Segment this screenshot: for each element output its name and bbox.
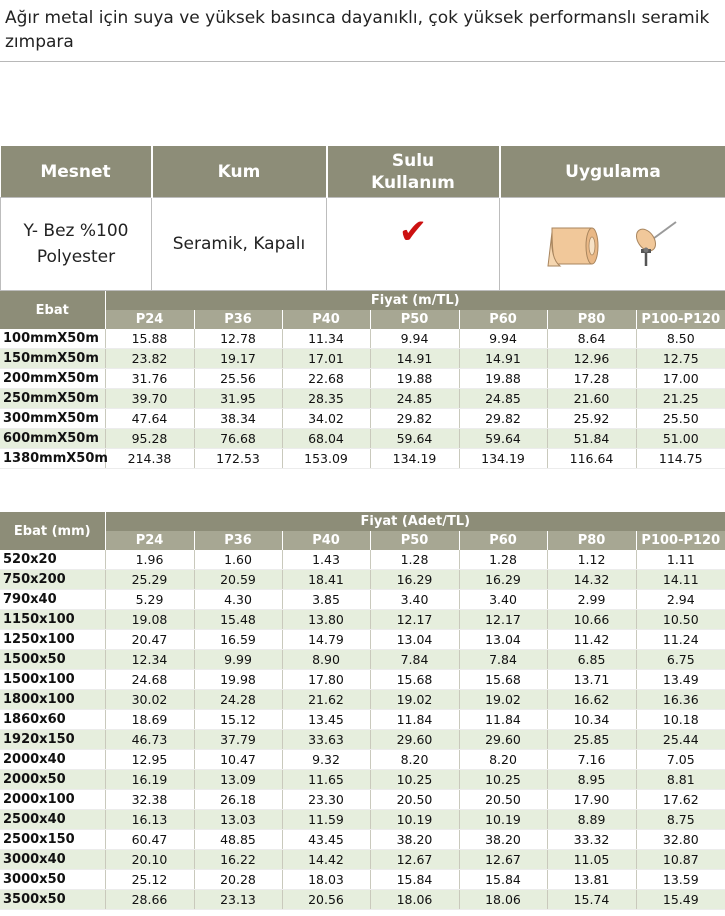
roll-grit-header: P60: [459, 310, 547, 329]
piece-grit-header: P100-P120: [636, 531, 725, 550]
price-cell: 5.29: [105, 590, 194, 610]
roll-grit-header: P50: [370, 310, 459, 329]
price-cell: 11.34: [282, 329, 370, 349]
price-cell: 29.82: [370, 409, 459, 429]
price-cell: 13.80: [282, 610, 370, 630]
table-row: [0, 870, 725, 890]
drum-sander-tool-icon: [628, 216, 680, 272]
price-cell: 30.02: [105, 690, 194, 710]
table-row: [0, 550, 725, 570]
price-cell: 13.71: [547, 670, 636, 690]
price-cell: 10.19: [370, 810, 459, 830]
price-cell: 31.76: [105, 369, 194, 389]
price-cell: 10.87: [636, 850, 725, 870]
roll-ebat-header: Ebat: [0, 291, 105, 329]
price-cell: 1.96: [105, 550, 194, 570]
price-cell: 7.16: [547, 750, 636, 770]
price-cell: 29.60: [370, 730, 459, 750]
product-info-table: [0, 146, 725, 291]
piece-table-body: [0, 550, 725, 910]
price-cell: 1.28: [459, 550, 547, 570]
price-cell: 13.59: [636, 870, 725, 890]
price-cell: 33.32: [547, 830, 636, 850]
price-cell: 13.03: [194, 810, 282, 830]
price-cell: 15.49: [636, 890, 725, 910]
price-cell: 38.20: [459, 830, 547, 850]
price-cell: 9.99: [194, 650, 282, 670]
price-cell: 13.04: [370, 630, 459, 650]
price-cell: 16.29: [459, 570, 547, 590]
price-cell: 10.25: [370, 770, 459, 790]
size-cell: 750x200: [0, 570, 105, 590]
price-cell: 17.01: [282, 349, 370, 369]
price-cell: 9.32: [282, 750, 370, 770]
price-cell: 13.45: [282, 710, 370, 730]
price-cell: 3.40: [370, 590, 459, 610]
sulu-header: [327, 146, 500, 198]
price-cell: 9.94: [459, 329, 547, 349]
price-cell: 8.90: [282, 650, 370, 670]
price-cell: 13.04: [459, 630, 547, 650]
table-row: [0, 369, 725, 389]
piece-grit-header: P60: [459, 531, 547, 550]
price-cell: 29.82: [459, 409, 547, 429]
table-row: [0, 730, 725, 750]
price-cell: 12.17: [459, 610, 547, 630]
price-cell: 114.75: [636, 449, 725, 469]
size-cell: 1920x150: [0, 730, 105, 750]
roll-grit-header: P80: [547, 310, 636, 329]
price-cell: 25.56: [194, 369, 282, 389]
price-cell: 38.20: [370, 830, 459, 850]
price-cell: 32.38: [105, 790, 194, 810]
size-cell: 2000x100: [0, 790, 105, 810]
table-row: [0, 349, 725, 369]
table-row: [0, 790, 725, 810]
piece-price-table: [0, 512, 725, 910]
size-cell: 3000x50: [0, 870, 105, 890]
price-cell: 14.42: [282, 850, 370, 870]
price-cell: 18.69: [105, 710, 194, 730]
price-cell: 48.85: [194, 830, 282, 850]
size-cell: 1250x100: [0, 630, 105, 650]
price-cell: 10.19: [459, 810, 547, 830]
price-cell: 43.45: [282, 830, 370, 850]
price-cell: 20.59: [194, 570, 282, 590]
price-cell: 15.48: [194, 610, 282, 630]
price-cell: 20.56: [282, 890, 370, 910]
price-cell: 7.84: [459, 650, 547, 670]
size-cell: 1800x100: [0, 690, 105, 710]
price-cell: 12.17: [370, 610, 459, 630]
piece-grit-header: P24: [105, 531, 194, 550]
table-row: [0, 570, 725, 590]
table-row: [0, 329, 725, 349]
piece-ebat-header: Ebat (mm): [0, 512, 105, 550]
size-cell: 200mmX50m: [0, 369, 105, 389]
price-cell: 76.68: [194, 429, 282, 449]
price-cell: 32.80: [636, 830, 725, 850]
price-cell: 18.03: [282, 870, 370, 890]
table-row: [0, 590, 725, 610]
piece-grit-header: P50: [370, 531, 459, 550]
price-cell: 16.59: [194, 630, 282, 650]
price-cell: 172.53: [194, 449, 282, 469]
price-cell: 23.30: [282, 790, 370, 810]
price-cell: 19.02: [459, 690, 547, 710]
price-cell: 15.74: [547, 890, 636, 910]
table-row: [0, 670, 725, 690]
price-cell: 59.64: [459, 429, 547, 449]
size-cell: 2500x40: [0, 810, 105, 830]
roll-price-table: [0, 291, 725, 469]
size-cell: 100mmX50m: [0, 329, 105, 349]
price-cell: 37.79: [194, 730, 282, 750]
uygulama-header: Uygulama: [500, 146, 725, 198]
price-cell: 8.20: [459, 750, 547, 770]
price-cell: 95.28: [105, 429, 194, 449]
table-row: [0, 770, 725, 790]
size-cell: 3500x50: [0, 890, 105, 910]
price-cell: 16.19: [105, 770, 194, 790]
price-cell: 10.34: [547, 710, 636, 730]
price-cell: 17.62: [636, 790, 725, 810]
size-cell: 2000x50: [0, 770, 105, 790]
price-cell: 134.19: [459, 449, 547, 469]
price-cell: 23.13: [194, 890, 282, 910]
price-cell: 25.44: [636, 730, 725, 750]
roll-grit-header: P100-P120: [636, 310, 725, 329]
piece-grit-header: P40: [282, 531, 370, 550]
price-cell: 20.50: [459, 790, 547, 810]
price-cell: 15.68: [459, 670, 547, 690]
table-row: [0, 449, 725, 469]
price-cell: 12.67: [370, 850, 459, 870]
price-cell: 12.67: [459, 850, 547, 870]
price-cell: 17.80: [282, 670, 370, 690]
uygulama-value: [500, 198, 725, 291]
price-cell: 25.29: [105, 570, 194, 590]
price-cell: 11.65: [282, 770, 370, 790]
kum-value: Seramik, Kapalı: [152, 198, 327, 291]
table-row: [0, 710, 725, 730]
price-cell: 10.25: [459, 770, 547, 790]
price-cell: 18.06: [459, 890, 547, 910]
price-cell: 11.24: [636, 630, 725, 650]
size-cell: 1500x50: [0, 650, 105, 670]
price-cell: 24.85: [370, 389, 459, 409]
table-row: [0, 890, 725, 910]
price-cell: 20.28: [194, 870, 282, 890]
price-cell: 1.12: [547, 550, 636, 570]
mesnet-header: Mesnet: [1, 146, 152, 198]
size-cell: 2000x40: [0, 750, 105, 770]
price-cell: 21.60: [547, 389, 636, 409]
price-cell: 14.91: [370, 349, 459, 369]
price-cell: 17.00: [636, 369, 725, 389]
price-cell: 4.30: [194, 590, 282, 610]
check-icon: ✔: [398, 212, 428, 252]
price-cell: 14.79: [282, 630, 370, 650]
sulu-header-line1: Sulu: [391, 150, 435, 171]
price-cell: 21.25: [636, 389, 725, 409]
piece-grit-header: P80: [547, 531, 636, 550]
roll-grit-header: P36: [194, 310, 282, 329]
size-cell: 1860x60: [0, 710, 105, 730]
price-cell: 60.47: [105, 830, 194, 850]
price-cell: 11.59: [282, 810, 370, 830]
price-cell: 25.92: [547, 409, 636, 429]
price-cell: 15.88: [105, 329, 194, 349]
price-cell: 59.64: [370, 429, 459, 449]
price-cell: 10.47: [194, 750, 282, 770]
size-cell: 1500x100: [0, 670, 105, 690]
table-row: [0, 750, 725, 770]
price-cell: 6.75: [636, 650, 725, 670]
price-cell: 16.29: [370, 570, 459, 590]
price-cell: 2.99: [547, 590, 636, 610]
roll-table-body: [0, 329, 725, 469]
price-cell: 14.11: [636, 570, 725, 590]
table-row: [0, 630, 725, 650]
size-cell: 2500x150: [0, 830, 105, 850]
price-cell: 3.85: [282, 590, 370, 610]
price-cell: 1.43: [282, 550, 370, 570]
table-row: [0, 650, 725, 670]
price-cell: 11.05: [547, 850, 636, 870]
price-cell: 8.64: [547, 329, 636, 349]
price-cell: 10.66: [547, 610, 636, 630]
price-cell: 23.82: [105, 349, 194, 369]
piece-price-header: Fiyat (Adet/TL): [105, 512, 725, 531]
price-cell: 26.18: [194, 790, 282, 810]
price-cell: 16.62: [547, 690, 636, 710]
table-row: [0, 690, 725, 710]
price-cell: 68.04: [282, 429, 370, 449]
price-cell: 2.94: [636, 590, 725, 610]
size-cell: 150mmX50m: [0, 349, 105, 369]
price-cell: 3.40: [459, 590, 547, 610]
price-cell: 1.11: [636, 550, 725, 570]
price-cell: 11.84: [370, 710, 459, 730]
price-cell: 153.09: [282, 449, 370, 469]
table-row: [0, 850, 725, 870]
kum-header: Kum: [152, 146, 327, 198]
size-cell: 300mmX50m: [0, 409, 105, 429]
mesnet-line2: Polyester: [36, 247, 116, 267]
price-cell: 14.32: [547, 570, 636, 590]
price-cell: 38.34: [194, 409, 282, 429]
price-cell: 13.49: [636, 670, 725, 690]
table-row: [0, 429, 725, 449]
price-cell: 15.12: [194, 710, 282, 730]
size-cell: 250mmX50m: [0, 389, 105, 409]
price-cell: 18.06: [370, 890, 459, 910]
table-row: [0, 830, 725, 850]
price-cell: 1.60: [194, 550, 282, 570]
roll-grit-header: P40: [282, 310, 370, 329]
sandpaper-roll-icon: [546, 218, 602, 270]
price-cell: 46.73: [105, 730, 194, 750]
price-cell: 214.38: [105, 449, 194, 469]
price-cell: 8.50: [636, 329, 725, 349]
price-cell: 51.00: [636, 429, 725, 449]
price-cell: 8.95: [547, 770, 636, 790]
price-cell: 29.60: [459, 730, 547, 750]
price-cell: 25.12: [105, 870, 194, 890]
price-cell: 22.68: [282, 369, 370, 389]
price-cell: 21.62: [282, 690, 370, 710]
table-row: [0, 810, 725, 830]
price-cell: 16.22: [194, 850, 282, 870]
price-cell: 34.02: [282, 409, 370, 429]
size-cell: 520x20: [0, 550, 105, 570]
piece-grit-header: P36: [194, 531, 282, 550]
price-cell: 1.28: [370, 550, 459, 570]
price-cell: 8.75: [636, 810, 725, 830]
price-cell: 16.13: [105, 810, 194, 830]
price-cell: 28.66: [105, 890, 194, 910]
price-cell: 12.78: [194, 329, 282, 349]
price-cell: 134.19: [370, 449, 459, 469]
price-cell: 19.88: [459, 369, 547, 389]
sulu-value: [327, 198, 500, 291]
sulu-header-line2: Kullanım: [371, 172, 455, 193]
price-cell: 7.84: [370, 650, 459, 670]
mesnet-line1: Y- Bez %100: [23, 221, 129, 241]
price-cell: 18.41: [282, 570, 370, 590]
price-cell: 17.90: [547, 790, 636, 810]
table-row: [0, 610, 725, 630]
price-cell: 17.28: [547, 369, 636, 389]
price-cell: 31.95: [194, 389, 282, 409]
price-cell: 20.47: [105, 630, 194, 650]
price-cell: 10.50: [636, 610, 725, 630]
price-cell: 8.81: [636, 770, 725, 790]
price-cell: 6.85: [547, 650, 636, 670]
price-cell: 33.63: [282, 730, 370, 750]
price-cell: 15.84: [370, 870, 459, 890]
table-row: [0, 389, 725, 409]
price-cell: 11.42: [547, 630, 636, 650]
size-cell: 3000x40: [0, 850, 105, 870]
roll-grit-header: P24: [105, 310, 194, 329]
price-cell: 19.08: [105, 610, 194, 630]
price-cell: 28.35: [282, 389, 370, 409]
price-cell: 8.20: [370, 750, 459, 770]
price-cell: 51.84: [547, 429, 636, 449]
price-cell: 19.17: [194, 349, 282, 369]
price-cell: 19.02: [370, 690, 459, 710]
price-cell: 7.05: [636, 750, 725, 770]
price-cell: 12.95: [105, 750, 194, 770]
price-cell: 15.84: [459, 870, 547, 890]
price-cell: 24.28: [194, 690, 282, 710]
price-cell: 12.96: [547, 349, 636, 369]
price-cell: 19.98: [194, 670, 282, 690]
price-cell: 9.94: [370, 329, 459, 349]
price-cell: 19.88: [370, 369, 459, 389]
size-cell: 790x40: [0, 590, 105, 610]
price-cell: 24.85: [459, 389, 547, 409]
price-cell: 13.09: [194, 770, 282, 790]
price-cell: 116.64: [547, 449, 636, 469]
size-cell: 600mmX50m: [0, 429, 105, 449]
price-cell: 25.85: [547, 730, 636, 750]
mesnet-value: [1, 198, 152, 291]
price-cell: 24.68: [105, 670, 194, 690]
roll-price-header: Fiyat (m/TL): [105, 291, 725, 310]
price-cell: 39.70: [105, 389, 194, 409]
price-cell: 20.10: [105, 850, 194, 870]
table-row: [0, 409, 725, 429]
price-cell: 11.84: [459, 710, 547, 730]
product-description: Ağır metal için suya ve yüksek basınca dayanıklı, çok yüksek performanslı seramik zımpara: [0, 0, 725, 62]
price-cell: 47.64: [105, 409, 194, 429]
price-cell: 12.75: [636, 349, 725, 369]
price-cell: 12.34: [105, 650, 194, 670]
price-cell: 15.68: [370, 670, 459, 690]
price-cell: 20.50: [370, 790, 459, 810]
price-cell: 25.50: [636, 409, 725, 429]
size-cell: 1150x100: [0, 610, 105, 630]
price-cell: 16.36: [636, 690, 725, 710]
size-cell: 1380mmX50m: [0, 449, 105, 469]
price-cell: 13.81: [547, 870, 636, 890]
price-cell: 14.91: [459, 349, 547, 369]
price-cell: 8.89: [547, 810, 636, 830]
price-cell: 10.18: [636, 710, 725, 730]
